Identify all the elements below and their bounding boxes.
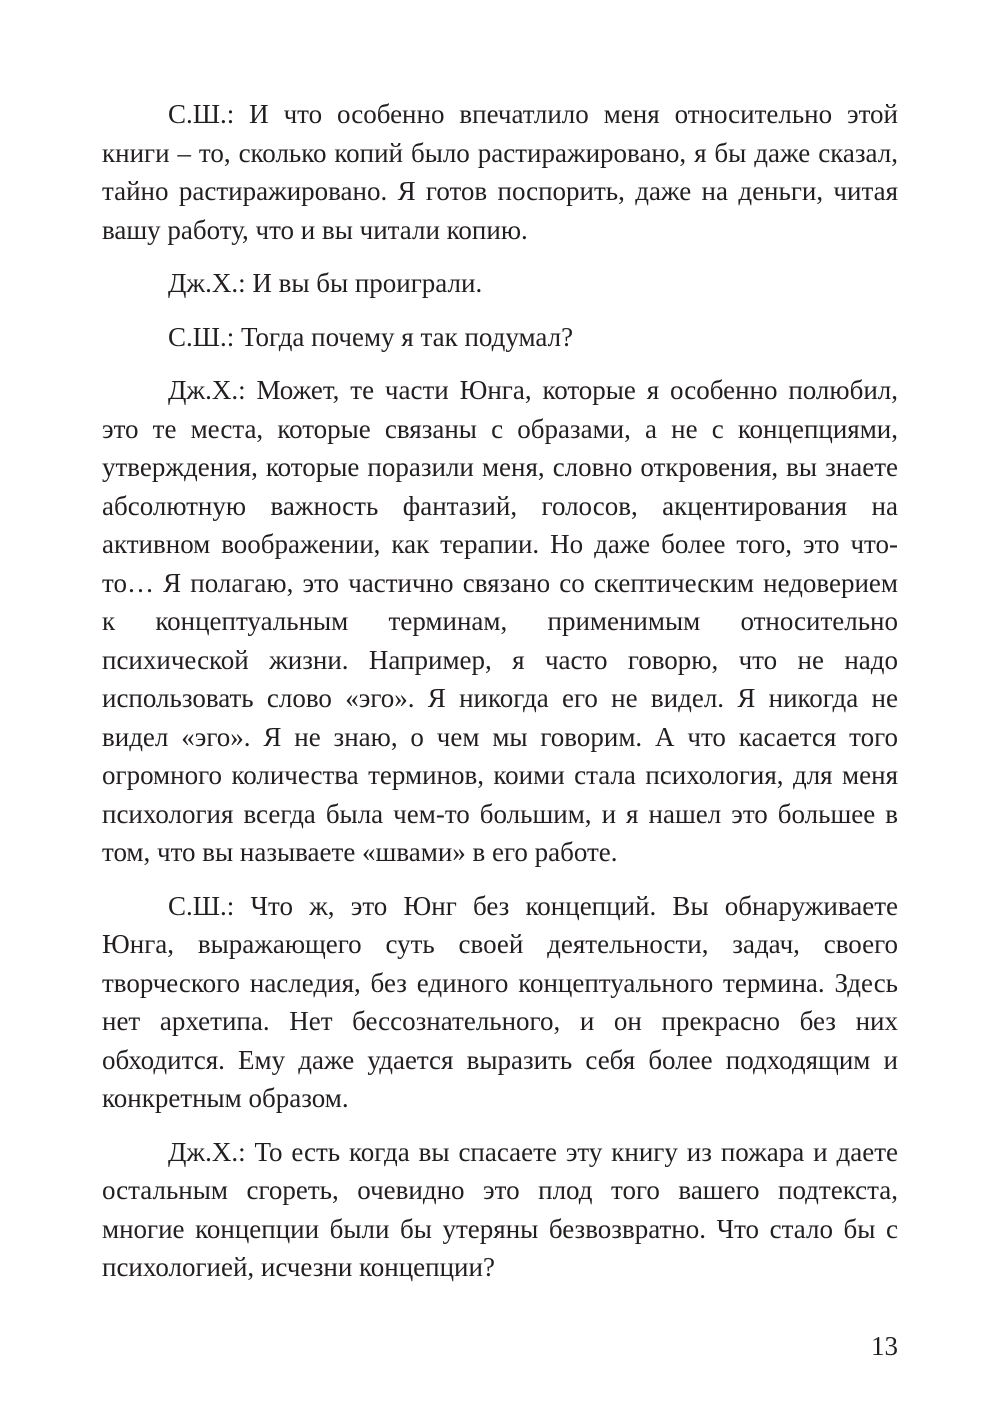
paragraph-1: С.Ш.: И что особенно впечатлило меня относительно этой книги – то, сколько копий было растиражировано, я бы даже сказал, тайно растиражировано. Я готов поспорить, даже на деньги, читая вашу работу, что и вы читали копию. xyxy=(102,99,898,245)
page-body xyxy=(102,95,898,1302)
paragraph-5: С.Ш.: Что ж, это Юнг без концепций. Вы обнаруживаете Юнга, выражающего суть своей деятельности, задач, своего творческого наследия, без единого концептуального термина. Здесь нет архетипа. Нет бессознательного, и он прекрасно без них обходится. Ему даже удается выразить себя более подходящим и конкретным образом. xyxy=(102,890,898,1113)
paragraph-4: Дж.Х.: Может, те части Юнга, которые я особенно полюбил, это те места, которые связаны с образами, а не с концепциями, утверждения, которые поразили меня, словно откровения, вы знаете абсолютную важность фантазий, голосов, акцентирования на активном воображении, как терапии. Но даже более того, это что-то… Я полагаю, это частично связано со скептическим недоверием к концептуальным терминам, применимым относительно психической жизни. Например, я часто говорю, что не надо использовать слово «эго». Я никогда его не видел. Я никогда не видел «эго». Я не знаю, о чем мы говорим. А что касается того огромного количества терминов, коими стала психология, для меня психология всегда была чем-то большим, и я нашел это большее в том, что вы называете «швами» в его работе. xyxy=(102,375,898,867)
paragraph-2: Дж.Х.: И вы бы проиграли. xyxy=(168,268,483,298)
page-number: 13 xyxy=(871,1331,898,1361)
paragraph-3: С.Ш.: Тогда почему я так подумал? xyxy=(168,321,574,352)
paragraph-6: Дж.Х.: То есть когда вы спасаете эту книгу из пожара и даете остальным сгореть, очевидно это плод того вашего подтекста, многие концепции были бы утеряны безвозвратно. Что стало бы с психологией, исчезни концепции? xyxy=(102,1136,898,1282)
